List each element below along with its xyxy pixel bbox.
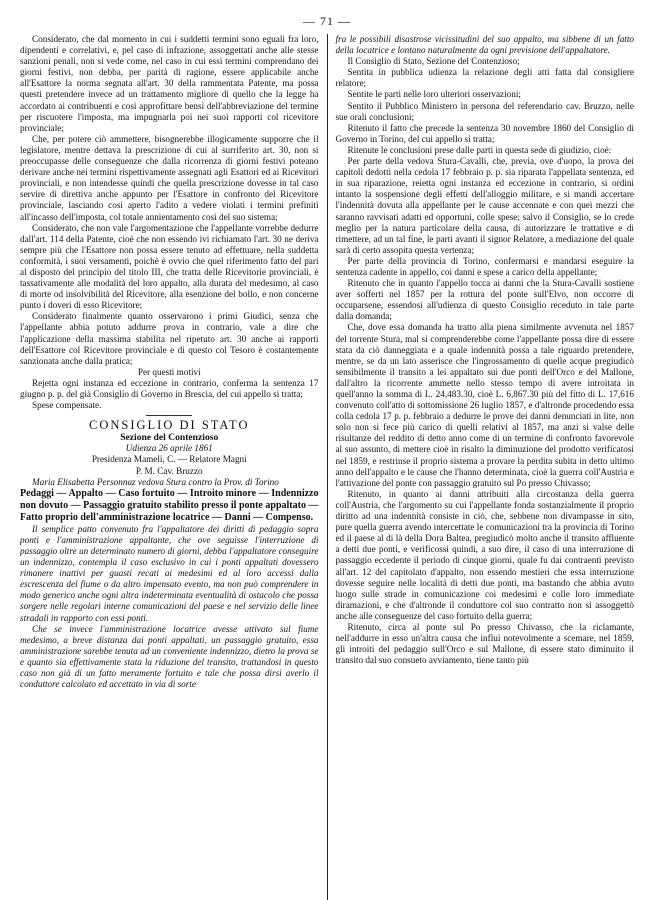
presidency-line: Presidenza Mameli, C. — Relatore Magni — [91, 454, 247, 465]
text-columns — [20, 34, 634, 900]
paragraph: Considerato, che dal momento in cui i suddetti termini sono eguali fra loro, dipendenti e correlativi, e, pel caso di infrazione, assoggettati anche alle stesse sanzioni penali, non si vede come, nel caso in cui essi termini comprendano dei giorni festivi, non debba, per parità di ragione, essere applicabile anche all'Esattore la norma segnata all'art. 30 della rammentata Patente, ma possa questi pretendere invece ad un trattamento migliore di quello che la legge ha accordato ai contribuenti e così approfittare bensì dell'abbreviazione del termine per riscuotere l'imposta, ma impugnarla poi nei suoi rapporti col ricevitore provinciale; — [20, 34, 319, 133]
paragraph: Che, dove essa domanda ha tratto alla piena similmente avvenuta nel 1857 del torrente Stura, mal si comprenderebbe come l'appellante possa dire di essere stata da ciò danneggiata e a quale indennità possa a tale riguardo pretendere, mentre, se da un lato asserisce che l'ingrossamento di quelle acque pregiudicò sensibilmente il transito a lei appaltato sui due ponti dell'Orco e del Mallone, dall'altro la ricorrente ammette nello stesso tempo di avere introitata in quell'anno la somma di L. 24,483.30, cioè L. 6,867.30 più del fitto di L. 17,616 convenuto coll'atto di sottomissione 26 luglio 1857, e d'altronde procedendo essa colla cedola 17 p. p. febbraio a dedurre le prove dei danni denunciati in lite, non solo non si fece più carico di quelli relativi al 1857, ma anzi si valse delle risultanze del reddito di detto anno come di un termine di confronto favorevole al suo assunto, di mettere cioè in risalto la diminuzione del prodotto verificatosi nel 1859, e restrinse il proprio sistema a provare la perdita subita in detto ultimo anno dell'appalto e le cause che l'hanno determinata, cioè la guerra coll'Austria e l'attivazione del ponte con passaggio gratuito sul Po presso Chivasso; — [335, 322, 634, 488]
paragraph: Ritenuto, in quanto ai danni attribuiti alla circostanza della guerra coll'Austria, che l'argomento su cui l'appellante fonda sostanzialmente il proprio diritto ad una indennità consiste in ciò, che, sebbene non divampasse in sito, pure quella guerra avendo intercettate le comunicazioni tra la provincia di Torino ed il paese al di là della Dora Baltea, pregiudicò molto anche il transito affluente a detti due ponti, e verificossi quindi, a suo dire, il caso di una interruzione di passaggio eccedente il periodo di cinque giorni, quale fu dai contraenti previsto all'art. 12 del capitolato d'appalto, non essendo mestieri che essa interruzione dovesse seguire nelle località di detti due ponti, ma bastando che abbia avuto luogo sulle strade in comunicazione coi medesimi e colle loro immediate diramazioni, e che d'altronde il conduttore col suo contratto non si assoggettò anche alle conseguenze del caso fortuito della guerra; — [335, 488, 634, 621]
left-column — [20, 34, 319, 900]
legal-maxim: Che se invece l'amministrazione locatrice avesse attivato sul fiume medesimo, a breve distanza dai ponti appaltati, un passaggio gratuito, essa amministrazione sarebbe tenuta ad un conveniente indennizzo, dietro la prova se e quanto sia effettivamente stata la riduzione del transito, trattandosi in questo caso non già di un fatto meramente fortuito e tale che possa dirsi averlo il conduttore calcolato ed accettato in via di sorte — [20, 623, 319, 690]
paragraph: Per parte della vedova Stura-Cavalli, che, previa, ove d'uopo, la prova dei capitoli dedotti nella cedola 17 febbraio p. p. sia riparata l'appellata sentenza, ed in sua riparazione, reietta ogni instanza ed eccezione in contrario, si ordini intanto la sospensione degli effetti dell'alloggio militare, e si mandi accertare l'indennità dovuta alla appellante per le cause accennate e con quei mezzi che saranno ravvisati adatti ed opportuni, colle spese; salvo il Consiglio, se lo crede meglio per la natura particolare della causa, di autorizzare le trattative e di rimettere, ad un tal fine, le parti avanti il signor Relatore, a mediazione del quale sarà di certo assopita questa vertenza; — [335, 156, 634, 255]
paragraph: Per parte della provincia di Torino, confermarsi e mandarsi eseguire la sentenza cadente in appello, coi danni e spese a carico della appellante; — [335, 255, 634, 277]
paragraph: Ritenute le conclusioni prese dalle parti in questa sede di giudizio, cioè: — [347, 144, 612, 155]
paragraph: Sentita in pubblica udienza la relazione degli atti fatta dal consigliere relatore; — [335, 67, 634, 89]
paragraph: Ritenuto, circa al ponte sul Po presso Chivasso, che la riclamante, nell'addurre in esso un'altra causa che influì notevolmente a scemare, nel 1859, gli introiti del pedaggio sull'Orco e sul Mallone, di essere stato diminuito il transito dal suo consueto avviamento, tiene tanto più — [335, 621, 634, 666]
paragraph: Sentite le parti nelle loro ulteriori osservazioni; — [347, 89, 521, 100]
public-ministry-line: P. M. Cav. Bruzzo — [135, 465, 203, 476]
section-title: Sezione del Contenzioso — [120, 432, 219, 444]
paragraph: Il Consiglio di Stato, Sezione del Contenzioso; — [347, 56, 520, 67]
legal-maxim: Il semplice patto convenuto fra l'appaltatore dei diritti di pedaggio sopra ponti e l'amministrazione appaltante, che ove seguisse l'interruzione di passaggio oltre un determinato numero di giorni, debba l'appaltatore conseguire un indennizzo, contempla il caso esclusivo in cui i ponti appaltati dovessero rimanere inattivi per guasti recati ai medesimi ed al loro accessi dalla escrescenza del fiume o da altro impensato evento, ma non può comprendere in modo generico anche ogni altra indeterminata eventualità di ostacolo che possa sorgere nelle regolari interne comunicazioni del paese e nel servizio delle linee stradali in rapporto con essi ponti. — [20, 523, 319, 623]
right-column — [335, 34, 634, 900]
case-headline: Pedaggi — Appalto — Caso fortuito — Introito minore — Indennizzo non dovuto — Passaggio gratuito stabilito presso il ponte appaltato — Fatto proprio dell'amministrazione locatrice — Danni — Compenso. — [20, 487, 319, 523]
paragraph: Considerato finalmente quanto osservarono i primi Giudici, senza che l'appellante abbia potuto addurre prova in contrario, vale a dire che l'applicazione della massima stabilita nel ripetuto art. 30 anche ai rapporti dell'Esattore col Ricevitore provinciale e di questo col Tesoro è costantemente sanzionata anche dalla pratica; — [20, 311, 319, 366]
paragraph: Considerato, che non vale l'argomentazione che l'appellante vorrebbe dedurre dall'art. 114 della Patente, cioè che non essendo ivi richiamato l'art. 30 ne deriva sempre più che l'Esattore non possa essere tenuto ad effettuare, nella suddetta conformità, i suoi versamenti, poichè è ovvio che quel riferimento fatto del pari al disposto del principio del titolo III, che tratta delle Ricevitorie provinciali, è tassativamente alle modalità del loro appalto, alla durata del medesimo, al caso di morte od insolvibilità del Ricevitore, alla esenzione del bollo, e non concerne punto i doveri di esso Ricevitore; — [20, 222, 319, 311]
section-divider — [146, 415, 192, 416]
legal-maxim-continued: fra le possibili disastrose vicissitudini del suo appalto, ma sibbene di un fatto della locatrice e lontano naturalmente da ogni previsione dell'appaltatore. — [335, 34, 634, 56]
ruling-paragraph: Rejetta ogni instanza ed eccezione in contrario, conferma la sentenza 17 giugno p. p. del già Consiglio di Governo in Brescia, del cui appello si tratta; — [20, 377, 319, 399]
council-title: CONSIGLIO DI STATO — [89, 418, 250, 433]
paragraph: Che, per potere ciò ammettere, bisognerebbe illogicamente supporre che il legislatore, mentre dettava la prescrizione di cui al surriferito art. 30, non si preoccupasse delle conseguenze che dalla ricorrenza di giorni festivi poteano derivare anche nei termini rispettivamente assegnati agli Esattori ed ai Ricevitori provinciali, e non intendesse quindi che quella prescrizione dovesse in tal caso servire di direttiva anche appunto per l'Esattore in confronto del Ricevitore provinciale, lasciando così aperto l'adito a vedere violati i termini prefiniti all'incasso dell'imposta, col totale annientamento così del suo sistema; — [20, 133, 319, 222]
paragraph: Ritenuto che in quanto l'appello tocca ai danni che la Stura-Cavalli sostiene aver sofferti nel 1857 per la rottura del ponte sull'Elvo, non occorre di occuparsene, essendosi all'udienza di questo Consiglio receduto in tale parte dalla domanda; — [335, 278, 634, 322]
parties-line: Maria Elisabetta Personnaz vedova Stura contro la Prov. di Torino — [32, 476, 279, 487]
column-rule — [327, 34, 328, 900]
page-number: — 71 — — [303, 14, 351, 28]
motivi-heading: Per questi motivi — [137, 366, 201, 377]
paragraph: Sentito il Pubblico Ministero in persona del referendario cav. Bruzzo, nelle sue orali conclusioni; — [335, 100, 634, 122]
paragraph: Ritenuto il fatto che precede la sentenza 30 novembre 1860 del Consiglio di Governo in Torino, del cui appello si tratta; — [335, 122, 634, 144]
costs-paragraph: Spese compensate. — [32, 400, 102, 411]
hearing-date: Udienza 26 aprile 1861 — [125, 443, 213, 454]
